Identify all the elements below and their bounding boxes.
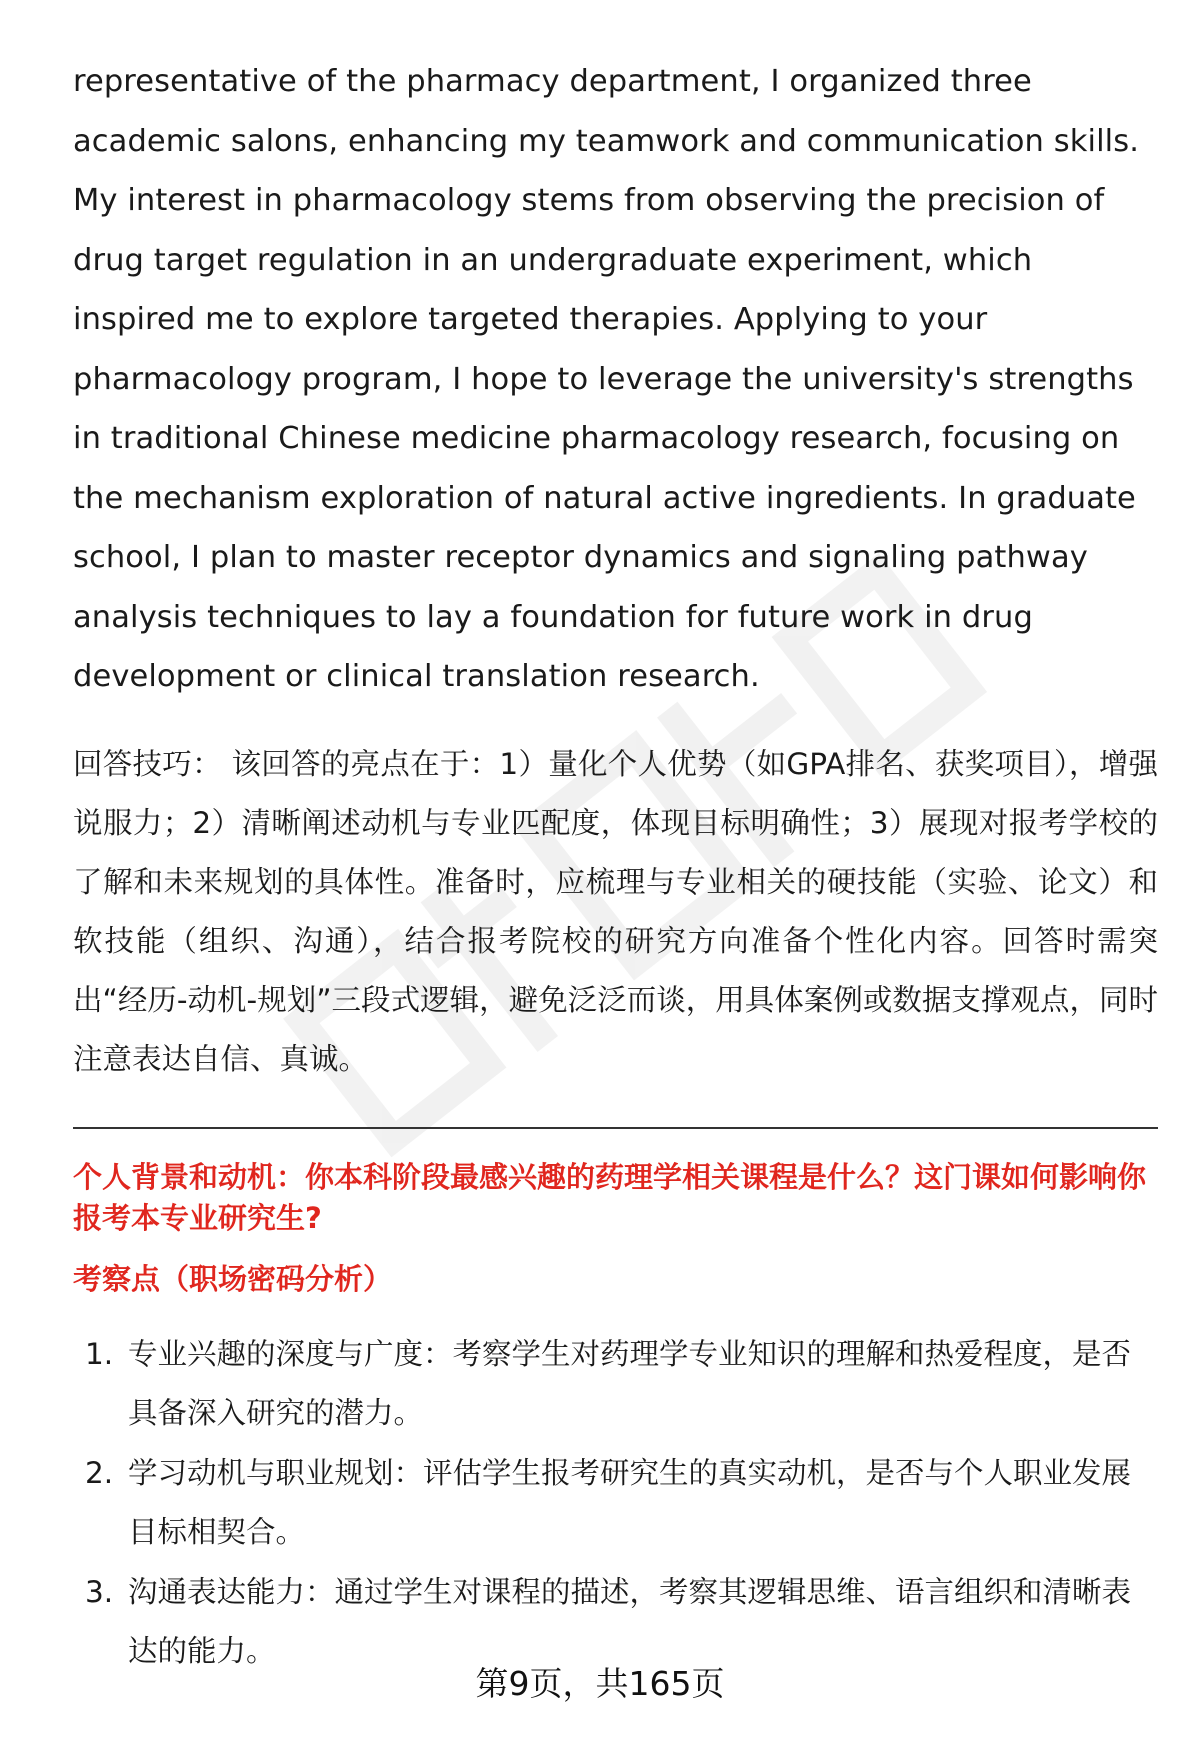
page-number-footer: 第9页，共165页 (475, 1664, 725, 1703)
assessment-points-list (73, 1325, 1158, 1681)
list-item-text: 学习动机与职业规划：评估学生报考研究生的真实动机，是否与个人职业发展目标相契合。 (128, 1455, 1132, 1549)
list-item-number: 2. (85, 1455, 114, 1490)
document-page (73, 52, 1158, 1682)
list-item-number: 1. (85, 1336, 114, 1371)
list-item (73, 1444, 1158, 1562)
list-item-text: 沟通表达能力：通过学生对课程的描述，考察其逻辑思维、语言组织和清晰表达的能力。 (128, 1574, 1132, 1668)
assessment-subheading: 考察点（职场密码分析） (73, 1261, 393, 1296)
answer-tip-paragraph: 回答技巧： 该回答的亮点在于：1）量化个人优势（如GPA排名、获奖项目），增强说服力；2）清晰阐述动机与专业匹配度，体现目标明确性；3）展现对报考学校的了解和未来规划的具体性。准备时，应梳理与专业相关的硬技能（实验、论文）和软技能（组织、沟通），结合报考院校的研究方向准备个性化内容。回答时需突出“经历-动机-规划”三段式逻辑，避免泛泛而谈，用具体案例或数据支撑观点，同时注意表达自信、真诚。 (73, 746, 1158, 1076)
question-heading: 个人背景和动机：你本科阶段最感兴趣的药理学相关课程是什么？这门课如何影响你报考本专业研究生? (73, 1159, 1147, 1235)
section-divider (73, 1127, 1158, 1129)
english-answer-paragraph: representative of the pharmacy department, I organized three academic salons, enhancing my teamwork and communication skills. My interest in pharmacology stems from observing the precision of drug target regulation in an undergraduate experiment, which inspired me to explore targeted therapies. Applying to your pharmacology program, I hope to leverage the university's strengths in traditional Chinese medicine pharmacology research, focusing on the mechanism exploration of natural active ingredients. In graduate school, I plan to master receptor dynamics and signaling pathway analysis techniques to lay a foundation for future work in drug development or clinical translation research. (73, 64, 1140, 694)
list-item-text: 专业兴趣的深度与广度：考察学生对药理学专业知识的理解和热爱程度，是否具备深入研究的潜力。 (128, 1336, 1132, 1430)
list-item-number: 3. (85, 1574, 114, 1609)
list-item (73, 1325, 1158, 1443)
